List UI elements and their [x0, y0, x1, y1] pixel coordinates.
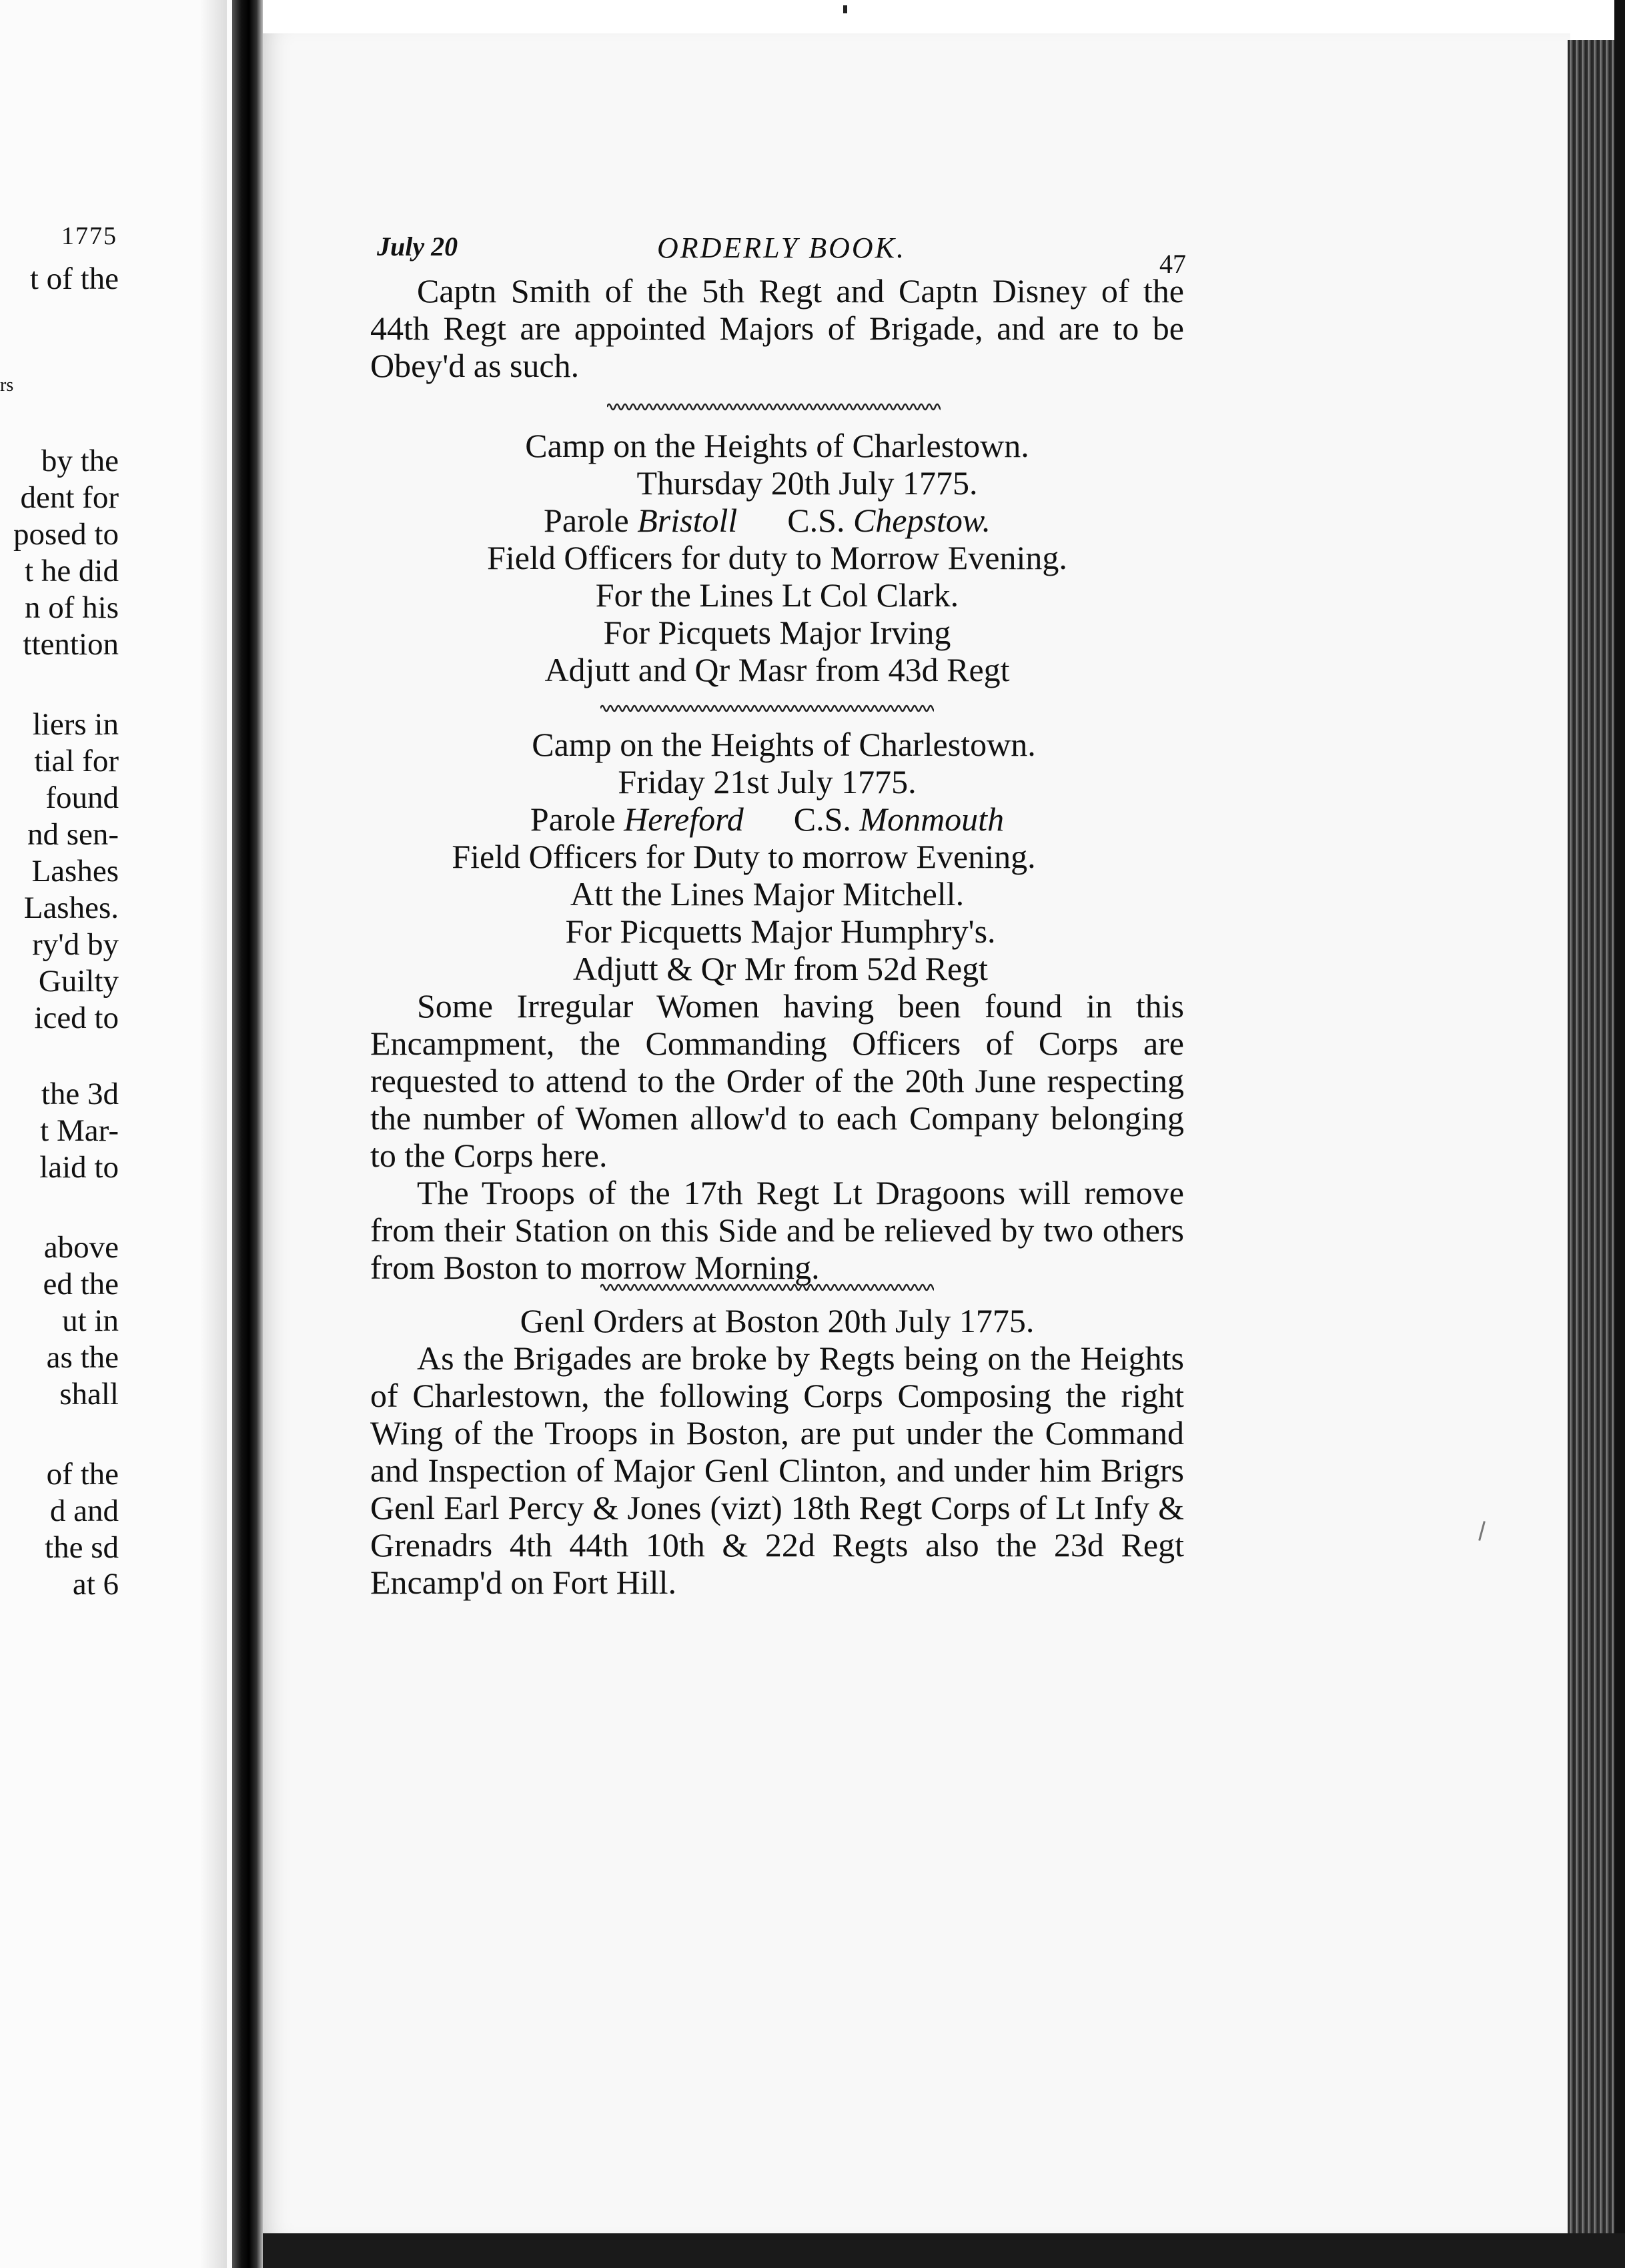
left-page-fragment: the 3d [41, 1077, 119, 1111]
running-head-title: ORDERLY BOOK. [657, 231, 907, 264]
left-page-fragment: ed the [43, 1267, 119, 1301]
running-head-date: July 20 [377, 231, 458, 261]
camp1-date: Thursday 20th July 1775. [636, 464, 978, 502]
countersign-label: C.S. [793, 800, 851, 838]
left-page-fragment: dent for [20, 480, 119, 515]
parole-label: Parole [530, 800, 616, 838]
wavy-rule [607, 400, 941, 414]
camp1-parole-line [360, 502, 1174, 539]
scan-speck [843, 5, 847, 13]
general-orders-heading: Genl Orders at Boston 20th July 1775. [520, 1302, 1035, 1339]
left-page-fragment: the sd [45, 1530, 119, 1565]
left-page-fragment: iced to [34, 1001, 119, 1035]
camp2-date: Friday 21st July 1775. [618, 763, 917, 800]
parole-word: Hereford [624, 800, 744, 838]
camp2-lines: Att the Lines Major Mitchell. [570, 875, 965, 913]
camp2-field-officers: Field Officers for Duty to morrow Evening. [452, 838, 1036, 875]
camp1-picquets: For Picquets Major Irving [603, 614, 951, 651]
left-page-fragment: laid to [39, 1150, 119, 1185]
parole-word: Bristoll [637, 502, 738, 539]
left-page-fragment: found [45, 780, 119, 815]
camp1-adjutant: Adjutt and Qr Masr from 43d Regt [544, 651, 1010, 688]
left-page-fragment: posed to [13, 517, 119, 552]
camp2-picquets: For Picquetts Major Humphry's. [565, 913, 996, 950]
left-page-fragment: ut in [62, 1303, 119, 1338]
wavy-rule-path [607, 404, 941, 410]
left-page-fragment: Guilty [38, 964, 119, 999]
left-page-fragment: tial for [34, 744, 119, 778]
left-page-shadow [200, 0, 227, 2268]
left-page-fragment: d and [49, 1494, 119, 1528]
scan-border-right [1614, 0, 1625, 2268]
camp1-lines: For the Lines Lt Col Clark. [595, 576, 959, 614]
page-number: 47 [1159, 249, 1186, 279]
paragraph-text: As the Brigades are broke by Regts being on the Heights of Charlestown, the following Corps Composing the right Wing of the Troops in Boston, are put under the Command and Inspection of Major Genl Clinton, and under him Brigrs Genl Earl Percy & Jones (vizt) 18th Regt Corps of Lt Infy & Grenadrs 4th 44th 10th & 22d Regts also the 23d Regt Encamp'd on Fort Hill. [370, 1339, 1184, 1601]
general-orders-paragraph [370, 1339, 1184, 1601]
left-page-fragment: ttention [23, 627, 119, 662]
left-page-fragment: above [43, 1230, 119, 1265]
left-page-fragment: liers in [32, 707, 119, 742]
paragraph-text: The Troops of the 17th Regt Lt Dragoons will remove from their Station on this Side and be relieved by two others from Boston to morrow Morning. [370, 1174, 1184, 1286]
left-page-fragment: shall [59, 1377, 119, 1411]
left-page-fragment: nd sen- [27, 817, 119, 852]
left-page-fragment: Lashes. [23, 891, 119, 925]
left-page-fragment: t he did [25, 554, 119, 588]
camp2-parole-line [360, 800, 1174, 838]
book-gutter [232, 0, 263, 2268]
left-page-fragment: ry'd by [32, 927, 119, 962]
left-page-fragment: as the [46, 1340, 119, 1375]
left-page-fragment: by the [41, 444, 119, 478]
dragoons-paragraph [370, 1174, 1184, 1286]
left-page-fragment: rs [0, 375, 14, 396]
paragraph-text: Some Irregular Women having been found in this Encampment, the Commanding Officers of Corps are requested to attend to the Order of the 20th June respecting the number of Women allow'd to each Company belonging to the Corps here. [370, 987, 1184, 1174]
paragraph-text: Captn Smith of the 5th Regt and Captn Disney of the 44th Regt are appointed Majors of Brigade, and are to be Obey'd as such. [370, 272, 1184, 384]
left-page-fragment: at 6 [72, 1567, 119, 1602]
left-page-fragment: Lashes [31, 854, 119, 889]
countersign-word: Chepstow. [853, 502, 991, 539]
left-page-fragment: of the [46, 1457, 119, 1492]
wavy-rule-path [600, 1285, 934, 1290]
left-page-fragment: t Mar- [40, 1113, 119, 1148]
left-page-fragment: t of the [29, 261, 119, 296]
countersign-label: C.S. [787, 502, 845, 539]
wavy-rule-path [600, 706, 934, 711]
camp2-place: Camp on the Heights of Charlestown. [532, 726, 1036, 763]
camp1-field-officers: Field Officers for duty to Morrow Evening. [487, 539, 1067, 576]
camp2-adjutant: Adjutt & Qr Mr from 52d Regt [572, 950, 989, 987]
camp1-place: Camp on the Heights of Charlestown. [525, 427, 1029, 464]
left-page-fragment: n of his [25, 590, 119, 625]
irregular-women-paragraph [370, 987, 1184, 1174]
majors-of-brigade-paragraph [370, 272, 1184, 384]
scan-border-bottom [263, 2233, 1625, 2268]
left-page-year: 1775 [61, 222, 117, 250]
wavy-rule [600, 702, 934, 715]
parole-label: Parole [544, 502, 629, 539]
countersign-word: Monmouth [859, 800, 1005, 838]
wavy-rule [600, 1281, 934, 1294]
